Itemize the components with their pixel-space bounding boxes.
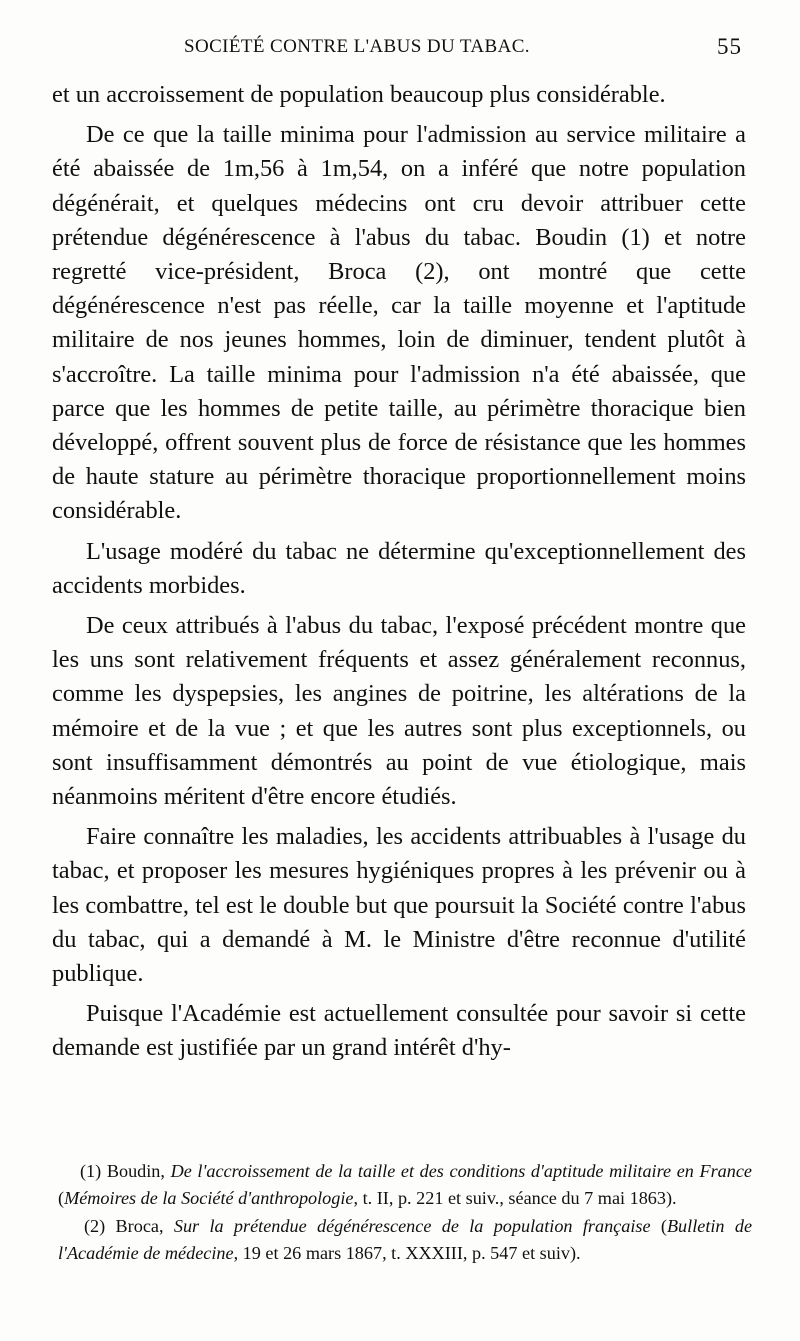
paragraph-2: De ce que la taille minima pour l'admission au service militaire a été abaissée de 1m,56 à 1m,54, on a inféré que notre population dégénérait, et quelques médecins ont cru devoir attribuer cette prétendue dégénérescence à l'abus du tabac. Boudin (1) et notre regretté vice-président, Broca (2), ont montré que cette dégénérescence n'est pas réelle, car la taille moyenne et l'aptitude militaire de nos jeunes hommes, loin de diminuer, tendent plutôt à s'accroître. La taille minima pour l'admission n'a été abaissée, que parce que les hommes de petite taille, au périmètre thoracique bien développé, offrent souvent plus de force de résistance que les hommes de haute stature au périmètre thoracique proportionnellement moins considérable.	[52, 121, 746, 525]
footnote-1-marker: (1)	[80, 1161, 102, 1181]
paragraph-1: et un accroissement de population beaucoup plus considérable.	[52, 81, 666, 108]
body-text	[52, 78, 746, 1072]
footnote-1-rest: , t. II, p. 221 et suiv., séance du 7 mai 1863).	[353, 1188, 677, 1208]
footnote-2-paren: (	[660, 1216, 667, 1236]
footnotes	[58, 1158, 752, 1268]
paragraph-5: Faire connaître les maladies, les accidents attribuables à l'usage du tabac, et proposer les mesures hygiéniques propres à les prévenir ou à les combattre, tel est le double but que poursuit la Société contre l'abus du tabac, qui a demandé à M. le Ministre d'être reconnue d'utilité publique.	[52, 823, 746, 988]
footnote-1-paren: (	[58, 1188, 65, 1208]
footnote-2-title: Sur la prétendue dégénérescence de la population française	[173, 1216, 651, 1236]
footnote-2	[58, 1213, 752, 1267]
footnote-2-source: Bulletin de l'Académie de médecine	[58, 1216, 753, 1263]
footnote-2-rest: , 19 et 26 mars 1867, t. XXXIII, p. 547 et suiv).	[233, 1243, 581, 1263]
footnote-1-author: Boudin,	[106, 1161, 165, 1181]
footnote-1	[58, 1158, 752, 1212]
paragraph-4: De ceux attribués à l'abus du tabac, l'exposé précédent montre que les uns sont relativement fréquents et assez généralement reconnus, comme les dyspepsies, les angines de poitrine, les altérations de la mémoire et de la vue ; et que les autres sont plus exceptionnels, ou sont insuffisamment démontrés au point de vue étiologique, mais néanmoins méritent d'être encore étudiés.	[52, 612, 746, 811]
running-title: SOCIÉTÉ CONTRE L'ABUS DU TABAC.	[184, 36, 530, 57]
footnote-1-source: Mémoires de la Société d'anthropologie	[64, 1188, 354, 1208]
running-header	[52, 36, 752, 70]
paragraph-3: L'usage modéré du tabac ne détermine qu'exceptionnellement des accidents morbides.	[52, 537, 746, 599]
footnote-2-marker: (2)	[84, 1216, 106, 1236]
footnote-1-title: De l'accroissement de la taille et des conditions d'aptitude militaire en France	[170, 1161, 753, 1181]
paragraph-6: Puisque l'Académie est actuellement consultée pour savoir si cette demande est justifiée par un grand intérêt d'hy-	[52, 1000, 746, 1062]
footnote-2-author: Broca,	[115, 1216, 164, 1236]
page-number: 55	[717, 34, 742, 59]
